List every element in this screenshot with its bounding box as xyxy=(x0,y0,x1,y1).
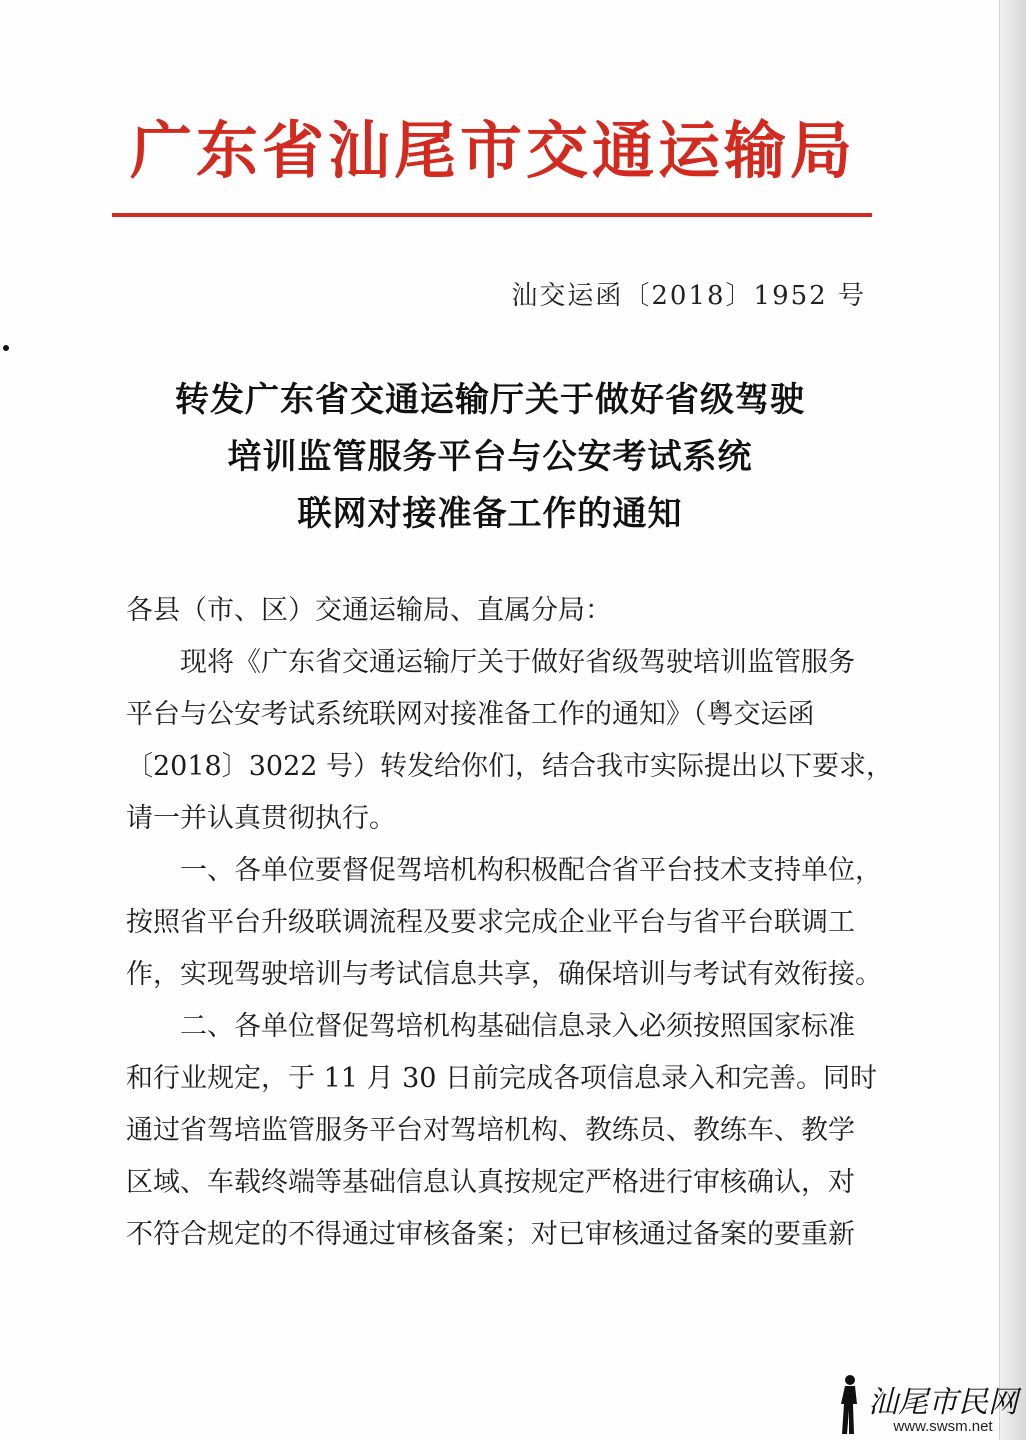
body-line: 〔2018〕3022 号）转发给你们，结合我市实际提出以下要求， xyxy=(126,751,894,782)
body-line: 平台与公安考试系统联网对接准备工作的通知》（粤交运函 xyxy=(126,699,815,730)
body-line: 各县（市、区）交通运输局、直属分局： xyxy=(126,595,612,626)
notice-title xyxy=(100,372,880,543)
body-line: 按照省平台升级联调流程及要求完成企业平台与省平台联调工 xyxy=(126,907,855,938)
body-line: 和行业规定，于 11 月 30 日前完成各项信息录入和完善。同时 xyxy=(126,1063,878,1094)
notice-body xyxy=(126,585,894,1261)
body-line: 二、各单位督促驾培机构基础信息录入必须按照国家标准 xyxy=(126,1011,855,1042)
watermark-url: www.swsm.net xyxy=(893,1418,993,1435)
body-line: 请一并认真贯彻执行。 xyxy=(126,803,396,834)
body-line: 区域、车载终端等基础信息认真按规定严格进行审核确认，对 xyxy=(126,1167,855,1198)
site-watermark xyxy=(836,1374,1018,1436)
title-line: 培训监管服务平台与公安考试系统 xyxy=(227,437,753,477)
margin-dot xyxy=(3,345,9,351)
letterhead-red-rule xyxy=(112,213,872,217)
body-line: 通过省驾培监管服务平台对驾培机构、教练员、教练车、教学 xyxy=(126,1115,855,1146)
body-line: 不符合规定的不得通过审核备案；对已审核通过备案的要重新 xyxy=(126,1219,855,1250)
letterhead-title: 广东省汕尾市交通运输局 xyxy=(130,114,857,187)
watermark-name: 汕尾市民网 xyxy=(868,1385,1018,1420)
body-line: 一、各单位要督促驾培机构积极配合省平台技术支持单位， xyxy=(126,855,882,886)
body-line: 现将《广东省交通运输厅关于做好省级驾驶培训监管服务 xyxy=(126,647,855,678)
body-line: 作，实现驾驶培训与考试信息共享，确保培训与考试有效衔接。 xyxy=(126,959,882,990)
title-line: 转发广东省交通运输厅关于做好省级驾驶 xyxy=(175,380,805,420)
walking-figure-icon xyxy=(836,1374,862,1436)
page-edge-shadow xyxy=(999,0,1026,1440)
title-line: 联网对接准备工作的通知 xyxy=(297,494,683,534)
document-number: 汕交运函〔2018〕1952 号 xyxy=(511,281,866,311)
